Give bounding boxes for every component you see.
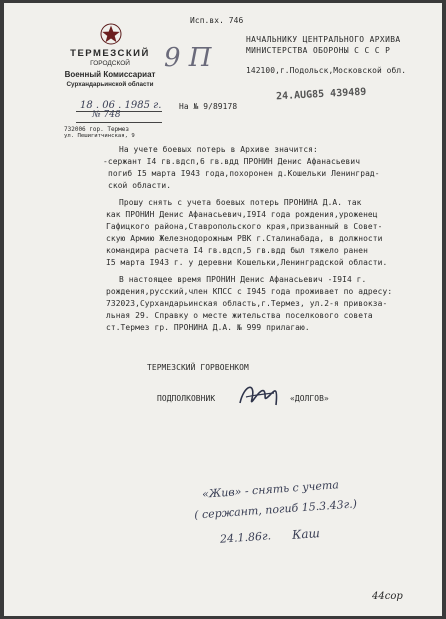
annotation-line-2: ( сержант, погиб 15.3.43г.) [193, 497, 358, 522]
received-stamp: 24.AUG85 439489 [275, 86, 367, 103]
handwritten-ref: № 748 [92, 110, 121, 120]
handwritten-date: 18 . 06 . 1985 г. [80, 100, 162, 111]
star-emblem-icon [100, 23, 122, 45]
para3-line-4: льная 29. Справку о месте жительства поселкового совета [106, 311, 373, 320]
signature-rank: ПОДПОЛКОВНИК [157, 394, 216, 403]
recipient-address: 142100,г.Подольск,Московской обл. [246, 66, 407, 75]
annotation-signature: Каш [291, 526, 321, 542]
org-subtitle: ГОРОДСКОЙ [90, 60, 130, 67]
para3-line-2: рождения,русский,член КПСС с I945 года проживает по адресу: [106, 287, 393, 296]
para2-line-6: I5 марта I943 г. у деревни Кошельки,Ленинградской области. [106, 258, 388, 267]
para2-line-1: Прошу снять с учета боевых потерь ПРОНИНА Д.А. так [119, 198, 362, 207]
handwritten-mark: 9 П [164, 43, 212, 73]
org-name: ТЕРМЕЗСКИЙ [70, 48, 150, 59]
para1-line-3: погиб I5 марта I943 года,похоронен д.Кошельки Ленинград- [108, 169, 380, 178]
para3-line-3: 732023,Сурхандарьинская область,г.Термез, ул.2-я привокза- [106, 299, 388, 308]
recipient-line-1: НАЧАЛЬНИКУ ЦЕНТРАЛЬНОГО АРХИВА [246, 35, 401, 44]
para2-line-2: как ПРОНИН Денис Афанасьевич,I9I4 года рождения,уроженец [106, 210, 378, 219]
address-line-1: 732006 гор. Термез [64, 126, 130, 133]
address-line-2: ул. Пешигитчинская, 9 [64, 133, 135, 139]
inbound-number: Исп.вх. 746 [190, 16, 244, 25]
org-region: Сурхандарьинской области [66, 81, 154, 88]
para3-line-5: ст.Термез гр. ПРОНИНА Д.А. № 999 прилагаю. [106, 323, 310, 332]
corner-note: 44сор [372, 591, 403, 602]
recipient-line-2: МИНИСТЕРСТВА ОБОРОНЫ С С С Р [246, 46, 391, 55]
para2-line-3: Гафицкого района,Ставропольского края,призванный в Совет- [106, 222, 383, 231]
annotation-date: 24.1.86г. [219, 529, 272, 546]
para1-line-2: -сержант I4 гв.вдсп,6 гв.вдд ПРОНИН Денис Афанасьевич [103, 157, 361, 166]
annotation-line-1: «Жив» - снять с учета [201, 478, 340, 501]
outgoing-number: На № 9/89178 [179, 102, 238, 111]
para2-line-4: скую Армию Железнодорожным РВК г.Сталинабада, в должности [106, 234, 383, 243]
para1-line-4: ской области. [108, 181, 172, 190]
para3-line-1: В настоящее время ПРОНИН Денис Афанасьевич -I9I4 г. [119, 275, 367, 284]
ref-underline [76, 122, 162, 123]
signature-office: ТЕРМЕЗСКИЙ ГОРВОЕНКОМ [147, 363, 249, 372]
para1-line-1: На учете боевых потерь в Архиве значится: [119, 145, 318, 154]
document-page [4, 3, 442, 616]
org-commissariat: Военный Комиссариат [64, 70, 156, 79]
signature-name: «ДОЛГОВ» [290, 394, 329, 403]
para2-line-5: командира расчета I4 гв.вдсп,5 гв.вдд был тяжело ранен [106, 246, 368, 255]
signature-scribble-icon [234, 377, 282, 413]
